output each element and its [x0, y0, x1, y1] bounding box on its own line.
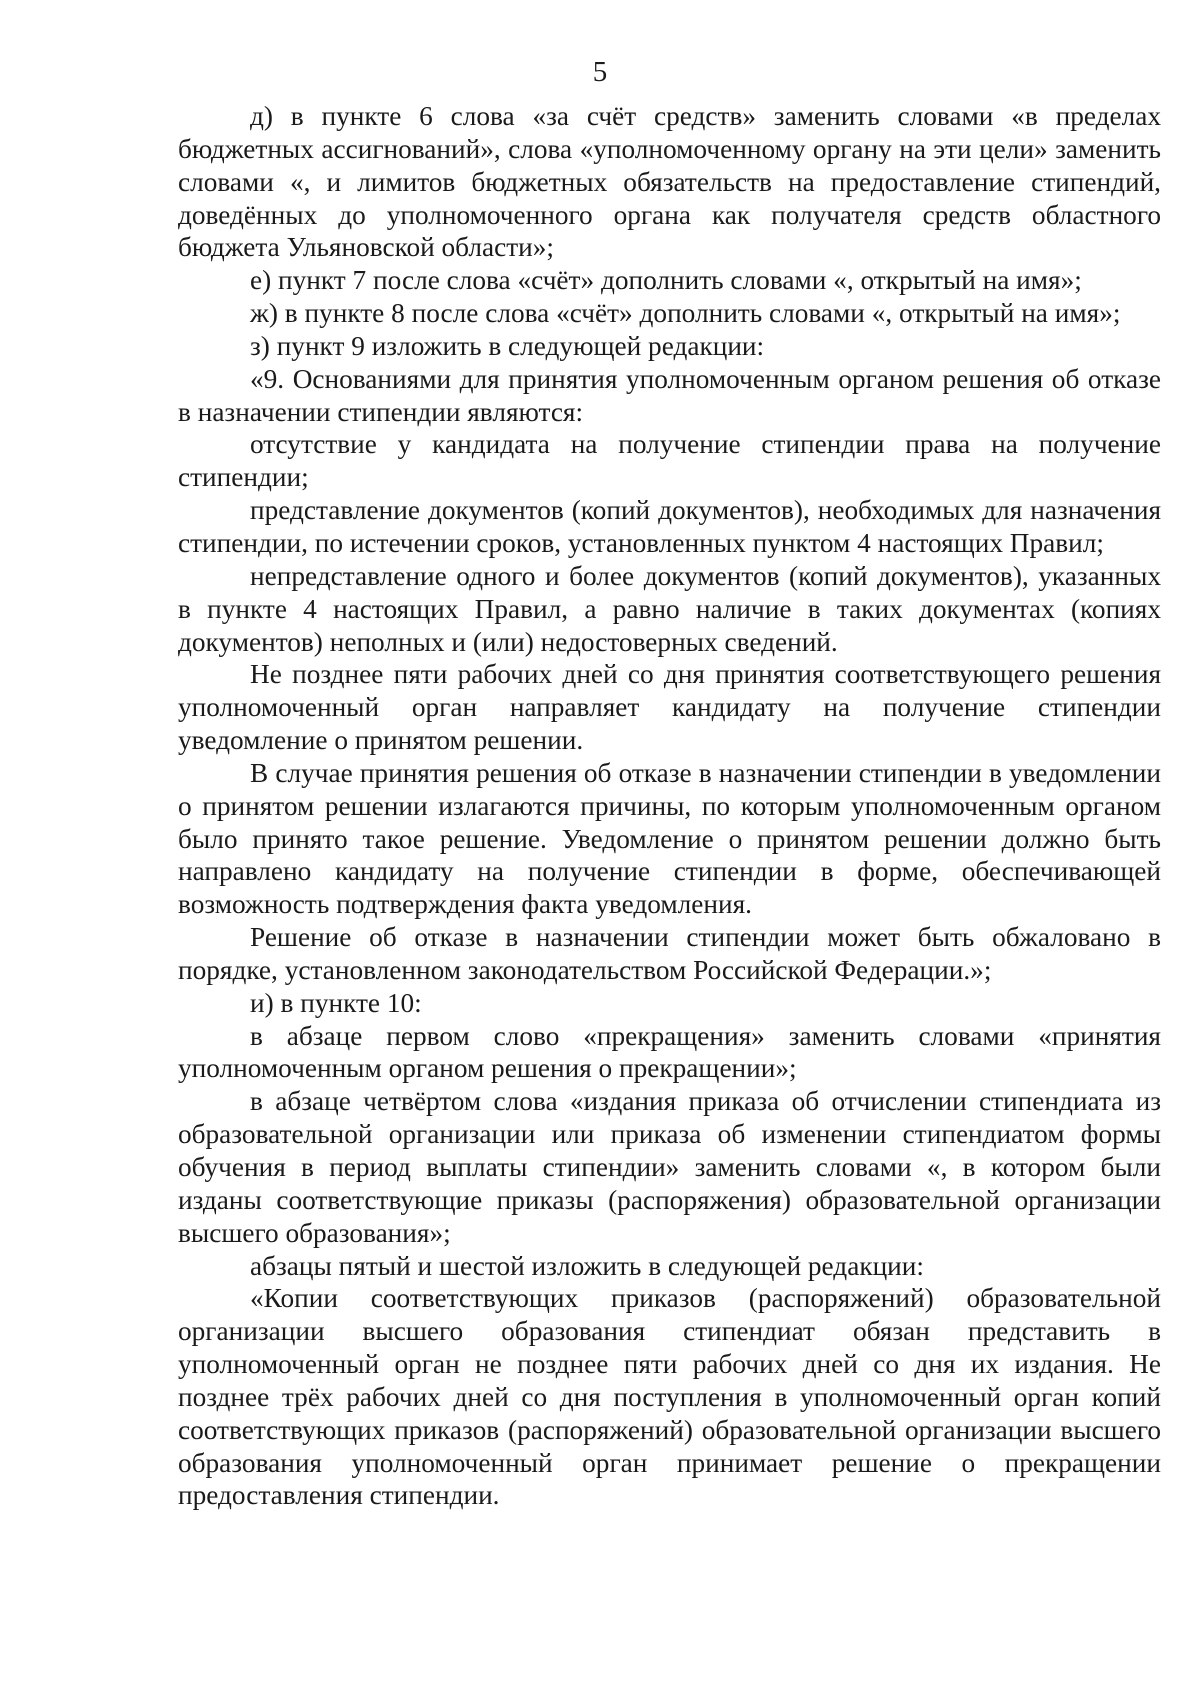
paragraph-e: е) пункт 7 после слова «счёт» дополнить словами «, открытый на имя»;: [250, 265, 1082, 296]
paragraph-notice-deadline: Не позднее пяти рабочих дней со дня принятия соответствующего решения уполномоченный орган направляет кандидату на получение стипендии уведомление о принятом решении.: [178, 659, 1161, 756]
paragraph-d: д) в пункте 6 слова «за счёт средств» заменить словами «в пределах бюджетных ассигнований», слова «уполномоченному органу на эти цели» заменить словами «, и лимитов бюджетных обязательств на предоставление стипендий, доведённых до уполномоченного органа как получателя средств областного бюджета Ульяновской области»;: [178, 101, 1161, 263]
paragraph-appeal: Решение об отказе в назначении стипендии может быть обжаловано в порядке, установленном законодательством Российской Федерации.»;: [178, 922, 1161, 985]
paragraph-z: з) пункт 9 изложить в следующей редакции:: [250, 330, 765, 361]
paragraph-refusal-reasons: В случае принятия решения об отказе в назначении стипендии в уведомлении о принятом решении излагаются причины, по которым уполномоченным органом было принято такое решение. Уведомление о принятом решении должно быть направлено кандидату на получение стипендии в форме, обеспечивающей возможность подтверждения факта уведомления.: [178, 757, 1161, 920]
paragraph-first-abzac: в абзаце первом слово «прекращения» заменить словами «принятия уполномоченным органом решения о прекращении»;: [178, 1020, 1161, 1084]
paragraph-ground-1: отсутствие у кандидата на получение стипендии права на получение стипендии;: [178, 429, 1161, 493]
paragraph-ground-2: представление документов (копий документов), необходимых для назначения стипендии, по истечении сроков, установленных пунктом 4 настоящих Правил;: [178, 495, 1161, 558]
paragraph-i: и) в пункте 10:: [250, 987, 422, 1018]
page-number: 5: [592, 56, 608, 88]
paragraph-item-9: «9. Основаниями для принятия уполномоченным органом решения об отказе в назначении стипендии являются:: [178, 363, 1161, 427]
paragraph-fourth-abzac: в абзаце четвёртом слова «издания приказа об отчислении стипендиата из образовательной организации или приказа об изменении стипендиатом формы обучения в период выплаты стипендии» заменить словами «, в котором были изданы соответствующие приказы (распоряжения) образовательной организации высшего образования»;: [178, 1086, 1161, 1248]
paragraph-zh: ж) в пункте 8 после слова «счёт» дополнить словами «, открытый на имя»;: [250, 298, 1121, 329]
paragraph-copies: «Копии соответствующих приказов (распоряжений) образовательной организации высшего образования стипендиат обязан представить в уполномоченный орган не позднее пяти рабочих дней со дня их издания. Не позднее трёх рабочих дней со дня поступления в уполномоченный орган копий соответствующих приказов (распоряжений) образовательной организации высшего образования уполномоченный орган принимает решение о прекращении предоставления стипендии.: [178, 1283, 1161, 1511]
paragraph-ground-3: непредставление одного и более документов (копий документов), указанных в пункте 4 настоящих Правил, а равно наличие в таких документах (копиях документов) неполных и (или) недостоверных сведений.: [178, 560, 1161, 657]
document-body: [178, 100, 1161, 1512]
paragraph-fifth-sixth-abzac: абзацы пятый и шестой изложить в следующей редакции:: [250, 1250, 924, 1281]
